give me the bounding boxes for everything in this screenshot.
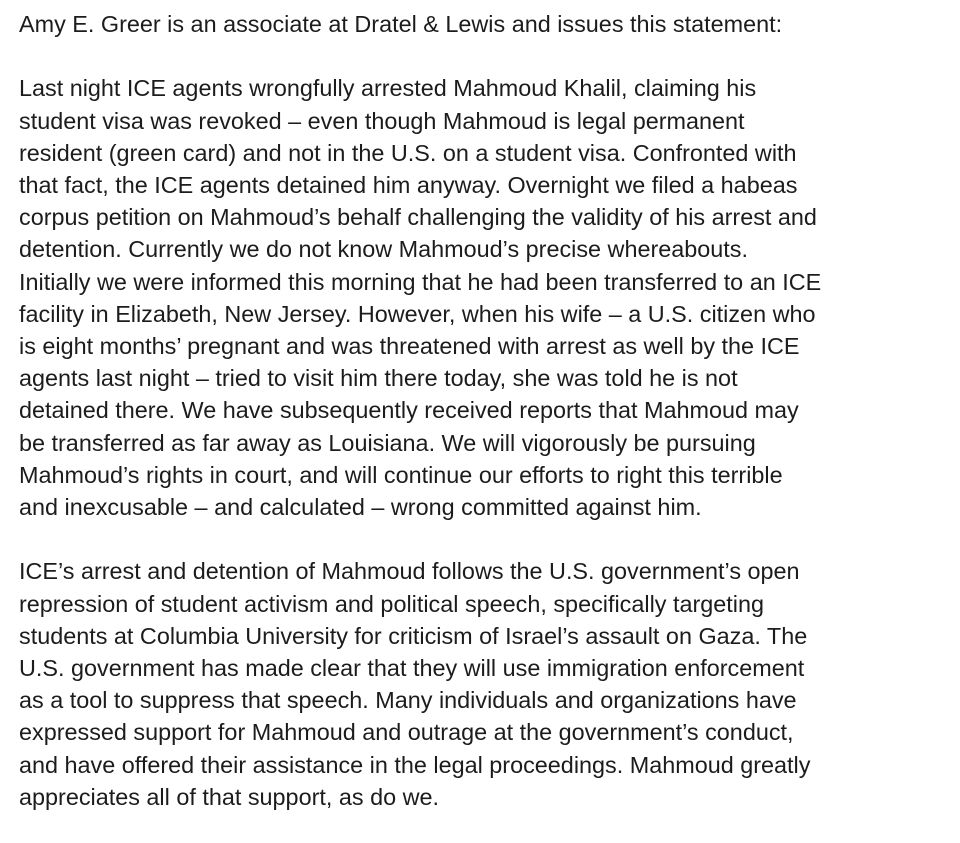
text-line: agents last night – tried to visit him there today, she was told he is not (19, 365, 738, 392)
text-line: ICE’s arrest and detention of Mahmoud follows the U.S. government’s open (19, 558, 800, 585)
paragraph-arrest (19, 72, 949, 523)
text-line: appreciates all of that support, as do we. (19, 783, 439, 810)
text-line: students at Columbia University for criticism of Israel’s assault on Gaza. The (19, 622, 808, 649)
text-line: expressed support for Mahmoud and outrage at the government’s conduct, (19, 719, 794, 746)
text-line: student visa was revoked – even though Mahmoud is legal permanent (19, 107, 745, 134)
intro-paragraph (19, 8, 949, 40)
text-line: and inexcusable – and calculated – wrong committed against him. (19, 494, 702, 521)
paragraph-context (19, 555, 949, 813)
text-line: repression of student activism and political speech, specifically targeting (19, 590, 764, 617)
text-line: is eight months’ pregnant and was threatened with arrest as well by the ICE (19, 333, 800, 360)
text-line: be transferred as far away as Louisiana. We will vigorously be pursuing (19, 429, 756, 456)
text-line: Amy E. Greer is an associate at Dratel & Lewis and issues this statement: (19, 11, 783, 37)
text-line: that fact, the ICE agents detained him anyway. Overnight we filed a habeas (19, 172, 798, 198)
text-line: U.S. government has made clear that they will use immigration enforcement (19, 655, 805, 682)
text-line: Initially we were informed this morning that he had been transferred to an ICE (19, 268, 822, 295)
text-line: detention. Currently we do not know Mahmoud’s precise whereabouts. (19, 236, 748, 263)
text-line: and have offered their assistance in the legal proceedings. Mahmoud greatly (19, 751, 811, 778)
text-line: Last night ICE agents wrongfully arrested Mahmoud Khalil, claiming his (19, 75, 757, 102)
text-line: corpus petition on Mahmoud’s behalf challenging the validity of his arrest and (19, 204, 817, 231)
text-line: resident (green card) and not in the U.S. on a student visa. Confronted with (19, 139, 797, 166)
text-line: as a tool to suppress that speech. Many individuals and organizations have (19, 687, 797, 714)
statement-document (19, 8, 949, 813)
text-line: detained there. We have subsequently received reports that Mahmoud may (19, 397, 799, 424)
text-line: facility in Elizabeth, New Jersey. However, when his wife – a U.S. citizen who (19, 300, 816, 327)
paragraph-gap (19, 40, 949, 72)
paragraph-gap (19, 523, 949, 555)
text-line: Mahmoud’s rights in court, and will continue our efforts to right this terrible (19, 461, 783, 488)
